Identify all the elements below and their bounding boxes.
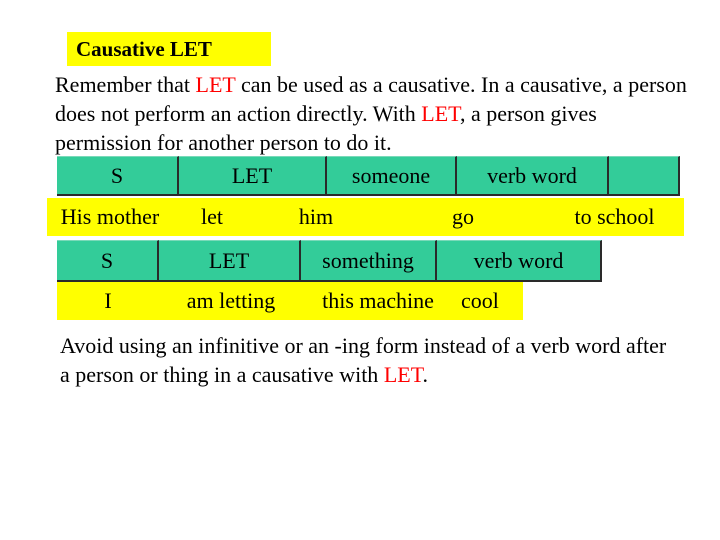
- example-row-1: [47, 198, 684, 236]
- pattern-verb-cell: LET: [159, 240, 301, 282]
- let-highlight-1: LET: [195, 72, 236, 97]
- example-subject-cell: His mother: [47, 198, 173, 236]
- let-highlight-2: LET: [421, 101, 460, 126]
- note-paragraph: [60, 331, 680, 389]
- example-row-2: [57, 282, 606, 320]
- example-complement-cell: cool: [453, 282, 523, 320]
- example-object-cell: this machine: [303, 282, 453, 320]
- slide-title: Causative LET: [67, 32, 271, 66]
- example-extra-cell: to school: [545, 198, 684, 236]
- pattern-verb-cell: LET: [179, 156, 327, 196]
- intro-text-1: Remember that: [55, 72, 196, 97]
- pattern-complement-cell: verb word: [457, 156, 609, 196]
- intro-text-3: , a person gives permission for another person to do it.: [55, 101, 597, 155]
- pattern-object-cell: something: [301, 240, 437, 282]
- pattern-row-1: [57, 156, 680, 196]
- pattern-subject-cell: S: [57, 156, 179, 196]
- intro-text-2: can be used as a causative. In a causative, a person does not perform an action directly. With: [55, 72, 687, 126]
- pattern-subject-cell: S: [57, 240, 159, 282]
- example-verb-cell: am letting: [159, 282, 303, 320]
- example-verb-cell: let: [173, 198, 251, 236]
- pattern-row-2: [57, 240, 602, 282]
- intro-paragraph: [55, 70, 695, 157]
- example-object-cell: him: [251, 198, 381, 236]
- example-complement-cell: go: [381, 198, 545, 236]
- example-subject-cell: I: [57, 282, 159, 320]
- note-text-1: Avoid using an infinitive or an -ing form instead of a verb word after a person or thing in a causative with: [60, 333, 667, 387]
- pattern-complement-cell: verb word: [437, 240, 602, 282]
- pattern-extra-cell: [609, 156, 680, 196]
- note-text-2: .: [422, 362, 428, 387]
- pattern-object-cell: someone: [327, 156, 457, 196]
- let-highlight-3: LET: [383, 362, 423, 387]
